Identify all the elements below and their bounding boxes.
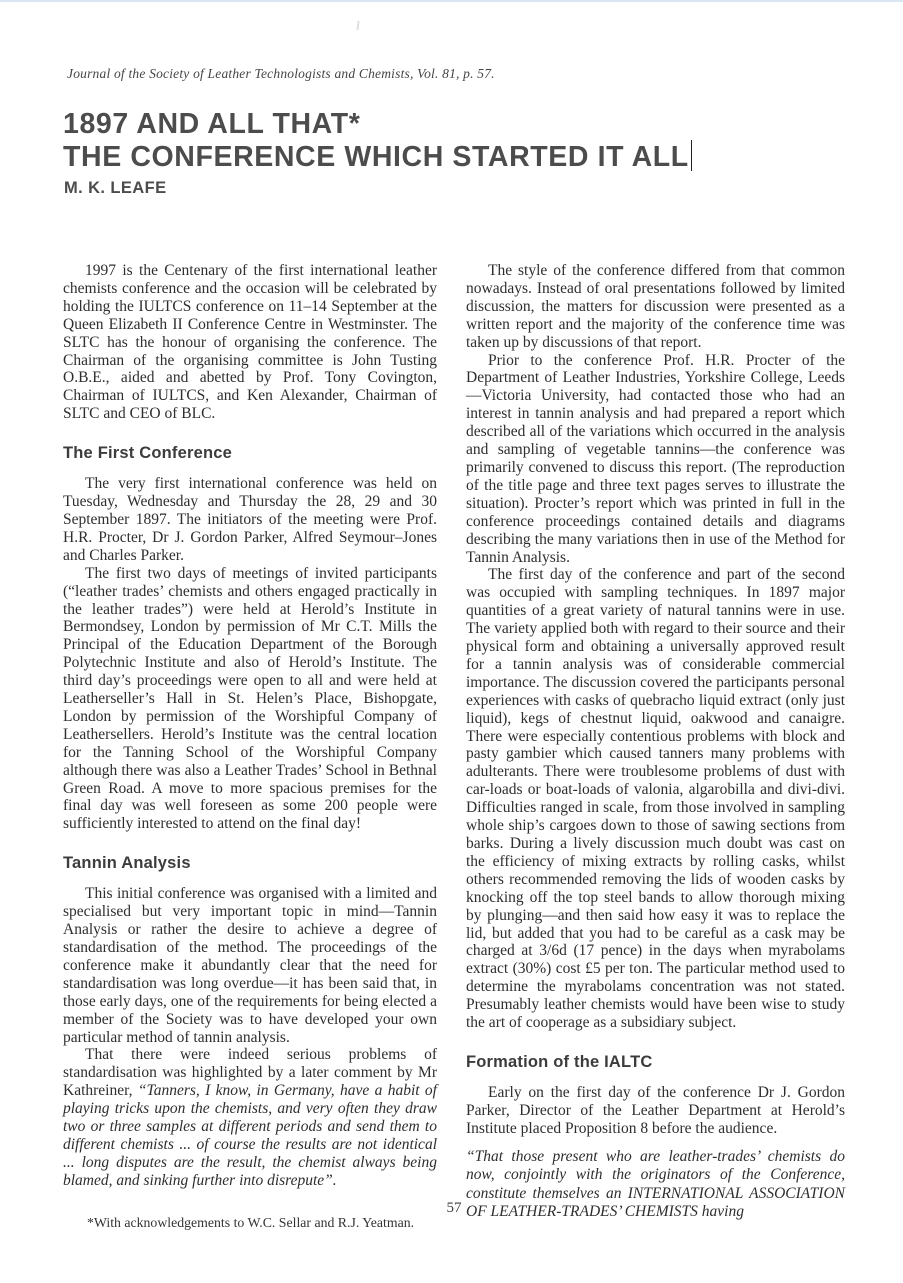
section-heading-tannin-analysis: Tannin Analysis (63, 854, 191, 873)
section-heading-formation-of-the-ialtc: Formation of the IALTC (466, 1052, 653, 1071)
author-name: M. K. LEAFE (64, 179, 167, 197)
paragraph-standardisation-quote (63, 1046, 437, 1189)
left-column (63, 262, 437, 1231)
article-title-line2: THE CONFERENCE WHICH STARTED IT ALL (63, 140, 689, 173)
kathreiner-quote: “Tanners, I know, in Germany, have a habit of playing tricks upon the chemists, and very often they draw two or three samples at different periods and send them to different chemists ... of course the results are not identical ... long disputes are the result, the chemist always being blamed, and sinking further into disrepute”. (63, 1082, 437, 1189)
paragraph-conference-style: The style of the conference differed from that common nowadays. Instead of oral presentations followed by limited discussion, the matters for discussion were presented as a written report and the majority of the conference time was taken up by discussions of that report. (466, 262, 845, 351)
article-body (63, 262, 845, 1231)
section-heading-the-first-conference: The First Conference (63, 444, 233, 463)
page-top-edge-line (0, 0, 903, 2)
article-title-line1: 1897 AND ALL THAT* (63, 108, 361, 140)
paragraph-procter-report: Prior to the conference Prof. H.R. Procter of the Department of Leather Industries, Yorkshire College, Leeds—Victoria University, had contacted those who had an interest in tannin analysis and had prepared a report which described all of the variations which occurred in the analysis and sampling of vegetable tannins—the conference was primarily convened to discuss this report. (The reproduction of the title page and three text pages serves to illustrate the situation). Procter’s report which was printed in full in the conference proceedings contained details and diagrams describing the many variations then in use of the Method for Tannin Analysis. (466, 351, 845, 566)
text-cursor-artifact (691, 140, 693, 171)
intro-paragraph: 1997 is the Centenary of the first international leather chemists conference and the occasion will be celebrated by holding the IULTCS conference on 11–14 September at the Queen Elizabeth II Conference Centre in Westminster. The SLTC has the honour of organising the conference. The Chairman of the organising committee is John Tusting O.B.E., aided and abetted by Prof. Tony Covington, Chairman of IULTCS, and Ken Alexander, Chairman of SLTC and CEO of BLC. (63, 262, 437, 423)
page-number: 57 (446, 1200, 462, 1216)
acknowledgements-footnote: *With acknowledgements to W.C. Sellar and R.J. Yeatman. (87, 1214, 415, 1230)
paragraph-sampling-techniques: The first day of the conference and part of the second was occupied with sampling techniques. In 1897 major quantities of a great variety of natural tannins were in use. The variety applied both with regard to their source and their physical form and obtaining a universally approved result for a tannin analysis was of considerable commercial importance. The discussion covered the participants personal experiences with casks of quebracho liquid extract (only just liquid), kegs of chestnut liquid, oakwood and canaigre. There were especially contentious problems with block and pasty gambier which caused tanners many problems with adulterants. There were troublesome problems of dust with car-loads or boat-loads of valonia, algarobilla and divi-divi. Difficulties ranged in scale, from those involved in sampling whole ship’s cargoes down to those of sawing sections from barks. During a lively discussion much doubt was cast on the efficiency of mixing extracts by rolling casks, whilst others recommended removing the lids of wooden casks by knocking off the top steel bands to allow thorough mixing by plunging—and then said how easy it was to replace the lid, but added that you had to be careful as a cask may be charged at 3/6d (17 pence) in the days when myrabolams extract (30%) cost £5 per ton. The particular method used to determine the myrabolams concentration was not stated. Presumably leather chemists would have been wise to study the art of cooperage as a subsidiary subject. (466, 566, 845, 1032)
paragraph-first-conference-dates: The very first international conference was held on Tuesday, Wednesday and Thursday the 28, 29 and 30 September 1897. The initiators of the meeting were Prof. H.R. Procter, Dr J. Gordon Parker, Alfred Seymour–Jones and Charles Parker. (63, 475, 437, 564)
paragraph-proposition-8: Early on the first day of the conference Dr J. Gordon Parker, Director of the Leather Department at Herold’s Institute placed Proposition 8 before the audience. (466, 1083, 845, 1137)
scan-artifact (356, 21, 359, 30)
paragraph-standardisation-intro: That there were indeed serious problems of standardisation was highlighted by a later comment by Mr Kathreiner, (63, 1046, 437, 1100)
paragraph-tannin-analysis: This initial conference was organised with a limited and specialised but very important topic in mind—Tannin Analysis or rather the desire to achieve a degree of standardisation of the method. The proceedings of the conference make it abundantly clear that the need for standardisation was long overdue—it has been said that, in those early days, one of the requirements for being elected a member of the Society was to have developed your own particular method of tannin analysis. (63, 885, 437, 1046)
journal-citation: Journal of the Society of Leather Technologists and Chemists, Vol. 81, p. 57. (67, 66, 495, 81)
right-column (466, 262, 845, 1231)
paragraph-first-conference-venues: The first two days of meetings of invited participants (“leather trades’ chemists and others engaged practically in the leather trades”) were held at Herold’s Institute in Bermondsey, London by permission of Mr C.T. Mills the Principal of the Education Department of the Borough Polytechnic Institute and also of Herold’s Institute. The third day’s proceedings were open to all and were held at Leatherseller’s Hall in St. Helen’s Place, Bishopgate, London by permission of the Worshipful Company of Leathersellers. Herold’s Institute was the central location for the Tanning School of the Worshipful Company although there was also a Leather Trades’ School in Bethnal Green Road. A move to more spacious premises for the final day was well foreseen as some 200 people were sufficiently interested to attend on the final day! (63, 564, 437, 833)
proposition-8-quote: “That those present who are leather-trades’ chemists do now, conjointly with the originators of the Conference, constitute themselves an INTERNATIONAL ASSOCIATION OF LEATHER-TRADES’ CHEMISTS having (466, 1147, 845, 1221)
article-title (63, 110, 692, 172)
